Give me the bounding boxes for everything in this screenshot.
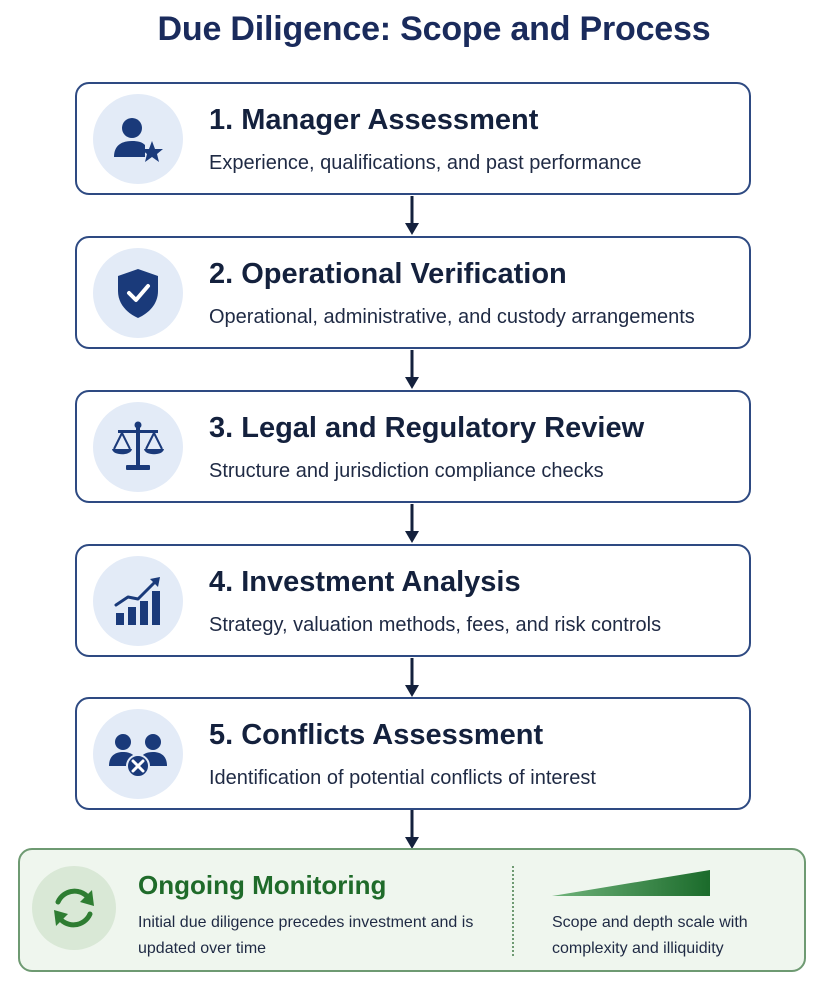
step-title: 3. Legal and Regulatory Review [209,412,645,444]
flow-arrow-icon [402,810,422,850]
step-title: 1. Manager Assessment [209,104,539,136]
monitoring-description: Initial due diligence precedes investment and is updated over time [138,914,474,957]
users-conflict-icon [105,724,171,784]
step-manager-assessment [75,82,751,195]
flow-arrow-icon [402,196,422,236]
monitoring-icon-circle [32,866,116,950]
page-title: Due Diligence: Scope and Process [157,10,711,48]
flow-arrow-icon [402,658,422,698]
step-description: Operational, administrative, and custody arrangements [209,306,695,328]
step-title: 4. Investment Analysis [209,566,521,598]
step-description: Identification of potential conflicts of interest [209,767,596,789]
refresh-cycle-icon [46,880,102,936]
step-description: Experience, qualifications, and past performance [209,152,642,174]
step-conflicts-assessment [75,697,751,810]
flow-arrow-icon [402,350,422,390]
step-legal-regulatory-review [75,390,751,503]
step-investment-analysis [75,544,751,657]
step-title: 2. Operational Verification [209,258,567,290]
step-icon-circle [93,94,183,184]
ongoing-monitoring-panel [18,848,806,972]
step-icon-circle [93,709,183,799]
panel-divider [512,866,514,956]
step-operational-verification [75,236,751,349]
monitoring-title: Ongoing Monitoring [138,870,387,900]
scale-wedge-icon [552,870,710,896]
growth-chart-icon [106,569,170,633]
scale-description: Scope and depth scale with complexity and illiquidity [552,914,748,957]
step-description: Strategy, valuation methods, fees, and risk controls [209,614,662,636]
user-star-icon [108,109,168,169]
step-icon-circle [93,248,183,338]
step-title: 5. Conflicts Assessment [209,719,544,751]
step-icon-circle [93,556,183,646]
step-icon-circle [93,402,183,492]
shield-check-icon [108,263,168,323]
flow-arrow-icon [402,504,422,544]
scales-icon [106,415,170,479]
step-description: Structure and jurisdiction compliance checks [209,460,604,482]
